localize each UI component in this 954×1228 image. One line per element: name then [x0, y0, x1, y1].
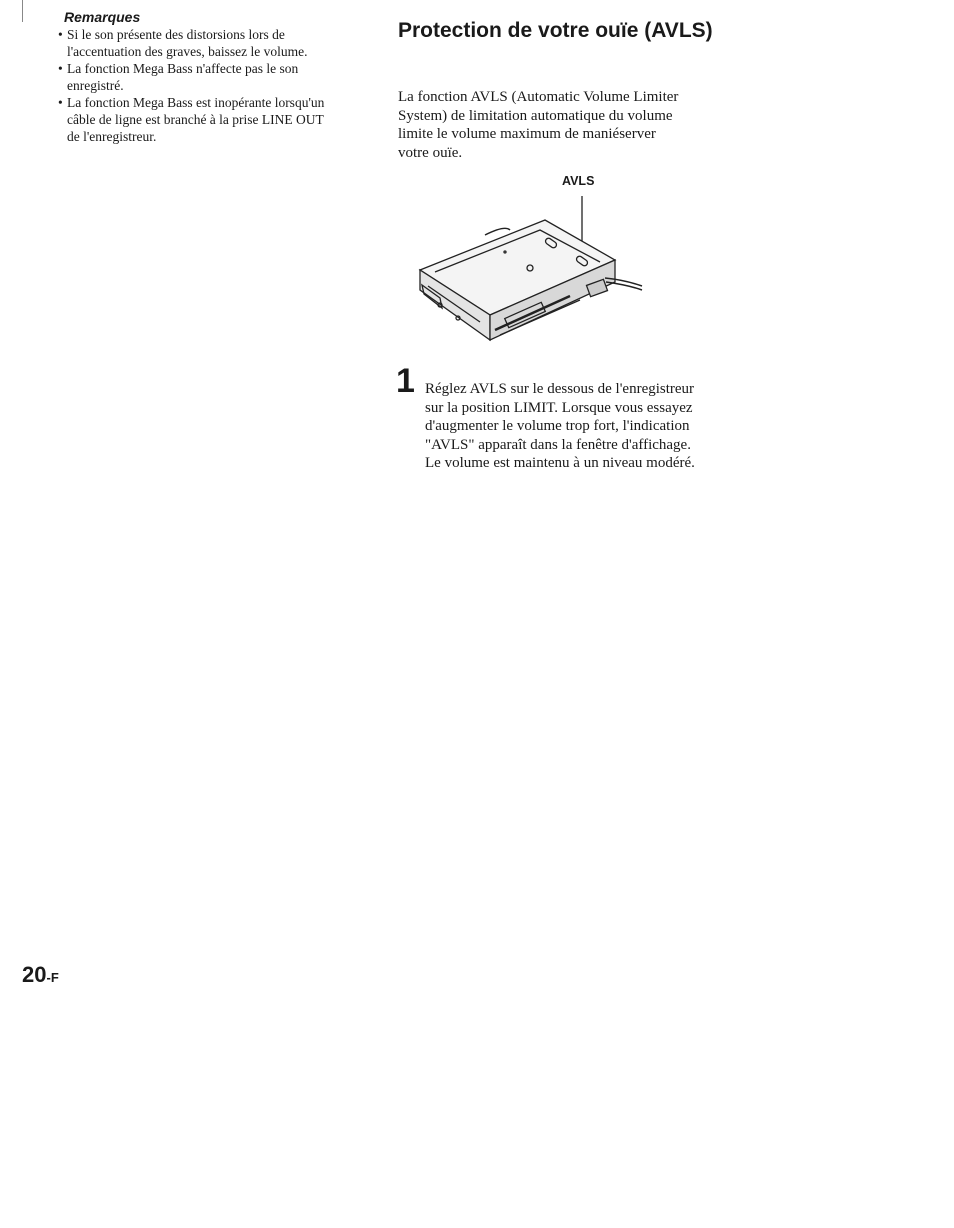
step-text: Réglez AVLS sur le dessous de l'enregistreur sur la position LIMIT. Lorsque vous essayez d'augmenter le volume trop fort, l'indication "AVLS" apparaît dans la fenêtre d'affichage. Le volume est maintenu à un niveau modéré. [425, 381, 695, 471]
remark-item-2: • La fonction Mega Bass n'affecte pas le son enregistré. [58, 60, 338, 94]
margin-mark [22, 0, 23, 22]
remark-item-3: • La fonction Mega Bass est inopérante lorsqu'un câble de ligne est branché à la prise LINE OUT de l'enregistreur. [58, 94, 338, 145]
page-number-value: 20 [22, 962, 47, 987]
remark-item-1: • Si le son présente des distorsions lors de l'accentuation des graves, baissez le volume. [58, 26, 338, 60]
remarks-title: Remarques [64, 9, 141, 25]
figure-label: AVLS [562, 174, 595, 188]
recorder-illustration [380, 190, 660, 370]
step-number: 1 [396, 362, 415, 400]
page-number [22, 962, 59, 988]
section-title: Protection de votre ouïe (AVLS) [398, 19, 713, 42]
remarks-list [58, 26, 338, 145]
intro-paragraph: La fonction AVLS (Automatic Volume Limiter System) de limitation automatique du volume limite le volume maximum de maniéserver votre ouïe. [398, 89, 679, 161]
page-number-suffix: -F [46, 970, 59, 985]
